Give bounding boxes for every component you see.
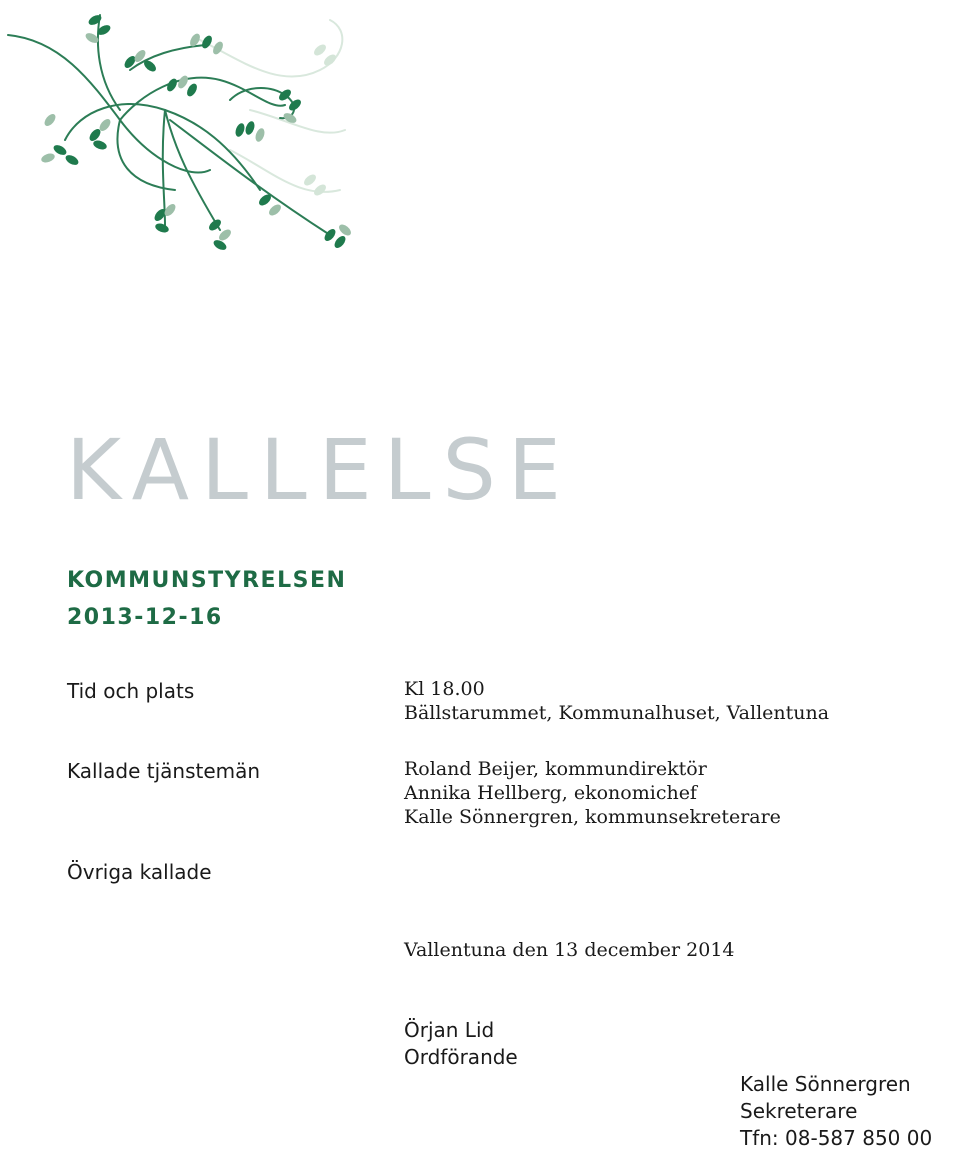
- secretary-role: Sekreterare: [740, 1099, 858, 1123]
- place-line: Bällstarummet, Kommunalhuset, Vallentuna: [404, 702, 830, 724]
- official-item: Kalle Sönnergren, kommunsekreterare: [404, 806, 781, 828]
- meeting-date: 2013-12-16: [67, 605, 223, 630]
- document-title: KALLELSE: [66, 421, 573, 519]
- time-place-label: Tid och plats: [67, 679, 195, 703]
- others-label: Övriga kallade: [67, 860, 212, 884]
- officials-list: [404, 757, 781, 829]
- chair-signature: [404, 1017, 518, 1071]
- official-item: Annika Hellberg, ekonomichef: [404, 782, 697, 804]
- organization-heading: KOMMUNSTYRELSEN: [67, 568, 347, 593]
- officials-label: Kallade tjänstemän: [67, 759, 261, 783]
- secretary-phone: Tfn: 08-587 850 00: [740, 1126, 933, 1150]
- time-line: Kl 18.00: [404, 678, 485, 700]
- secretary-signature: [740, 1071, 932, 1152]
- official-item: Roland Beijer, kommundirektör: [404, 758, 707, 780]
- secretary-name: Kalle Sönnergren: [740, 1072, 911, 1096]
- chair-role: Ordförande: [404, 1045, 518, 1069]
- place-date-line: Vallentuna den 13 december 2014: [404, 939, 735, 961]
- time-place-value: [404, 677, 829, 725]
- chair-name: Örjan Lid: [404, 1018, 495, 1042]
- leaf-vine-logo: [0, 0, 370, 260]
